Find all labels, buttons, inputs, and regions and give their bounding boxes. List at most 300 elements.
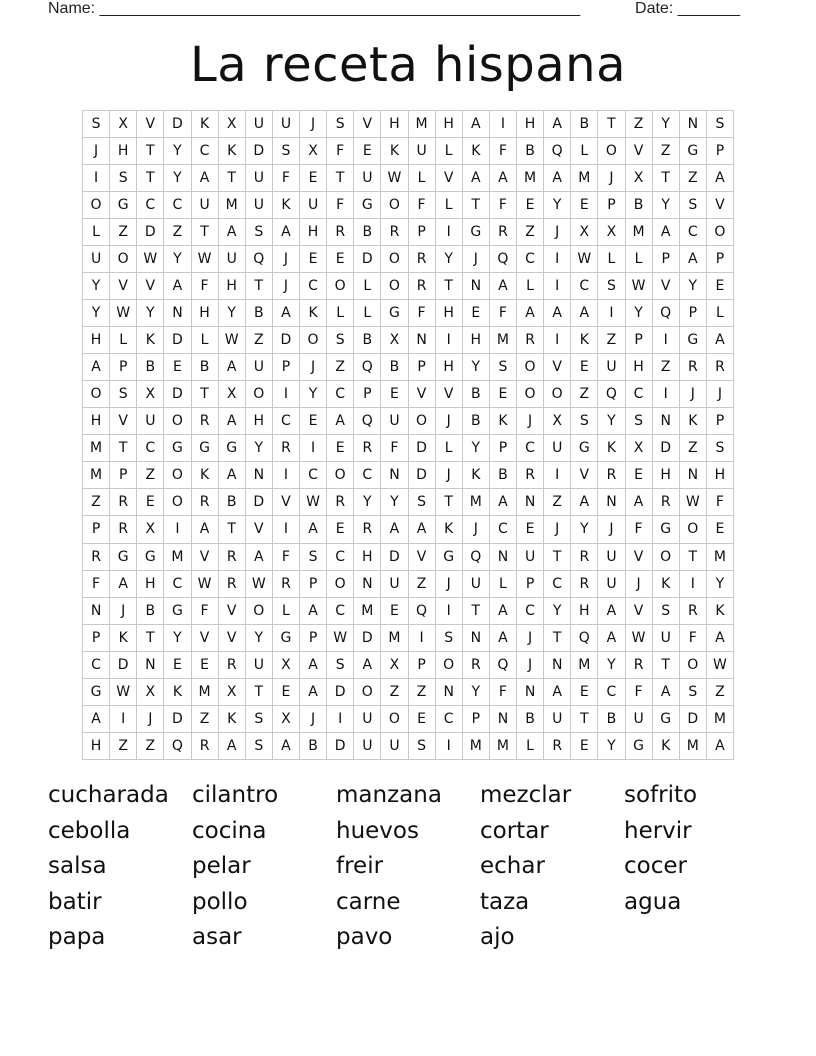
grid-cell: A [544, 300, 571, 327]
grid-cell: T [435, 273, 462, 300]
grid-cell: Z [137, 732, 164, 759]
grid-cell: T [137, 165, 164, 192]
grid-cell: S [625, 408, 652, 435]
grid-cell: Z [110, 219, 137, 246]
grid-cell: F [327, 192, 354, 219]
grid-cell: W [218, 327, 245, 354]
grid-cell: Y [83, 300, 110, 327]
grid-cell: J [435, 570, 462, 597]
grid-cell: S [571, 408, 598, 435]
grid-cell: R [327, 219, 354, 246]
grid-cell: H [245, 408, 272, 435]
name-field-label: Name: ______________________________________________________ [48, 0, 581, 17]
grid-cell: J [462, 246, 489, 273]
grid-cell: G [110, 192, 137, 219]
grid-cell: J [544, 516, 571, 543]
grid-cell: H [137, 570, 164, 597]
grid-cell: C [191, 138, 218, 165]
word-search-grid [82, 110, 734, 760]
grid-cell: R [110, 516, 137, 543]
grid-cell: Z [679, 165, 706, 192]
grid-cell: U [137, 408, 164, 435]
grid-cell: T [544, 543, 571, 570]
grid-cell: D [164, 381, 191, 408]
grid-row [83, 138, 734, 165]
grid-cell: V [137, 111, 164, 138]
grid-cell: L [435, 138, 462, 165]
grid-cell: Z [191, 705, 218, 732]
grid-cell: A [598, 624, 625, 651]
grid-cell: S [327, 327, 354, 354]
grid-cell: E [571, 732, 598, 759]
grid-cell: G [652, 516, 679, 543]
grid-cell: Y [381, 489, 408, 516]
grid-cell: U [83, 246, 110, 273]
grid-cell: U [245, 165, 272, 192]
grid-cell: E [164, 651, 191, 678]
grid-cell: D [408, 462, 435, 489]
grid-cell: U [245, 651, 272, 678]
grid-cell: N [408, 327, 435, 354]
grid-cell: O [408, 408, 435, 435]
grid-cell: S [652, 597, 679, 624]
grid-cell: A [272, 219, 299, 246]
grid-cell: I [272, 381, 299, 408]
grid-cell: R [381, 219, 408, 246]
grid-cell: V [137, 273, 164, 300]
grid-cell: A [354, 651, 381, 678]
grid-cell: X [598, 219, 625, 246]
grid-cell: M [517, 165, 544, 192]
grid-cell: F [679, 624, 706, 651]
grid-cell: I [435, 219, 462, 246]
grid-cell: E [272, 678, 299, 705]
grid-cell: J [300, 111, 327, 138]
grid-cell: E [571, 678, 598, 705]
grid-cell: I [489, 111, 516, 138]
grid-cell: Z [408, 570, 435, 597]
grid-cell: T [191, 219, 218, 246]
grid-cell: Z [706, 678, 733, 705]
grid-cell: E [327, 246, 354, 273]
grid-cell: Q [489, 651, 516, 678]
grid-cell: C [517, 246, 544, 273]
grid-cell: X [272, 651, 299, 678]
grid-cell: U [544, 435, 571, 462]
grid-cell: A [218, 732, 245, 759]
grid-cell: I [544, 327, 571, 354]
grid-cell: F [272, 543, 299, 570]
grid-cell: X [110, 111, 137, 138]
grid-cell: U [272, 111, 299, 138]
grid-cell: W [300, 489, 327, 516]
grid-cell: I [652, 381, 679, 408]
grid-cell: D [137, 219, 164, 246]
grid-cell: O [164, 462, 191, 489]
grid-cell: S [598, 273, 625, 300]
grid-cell: I [435, 597, 462, 624]
grid-cell: S [679, 192, 706, 219]
grid-cell: R [191, 732, 218, 759]
grid-cell: U [300, 192, 327, 219]
grid-cell: F [489, 138, 516, 165]
grid-row [83, 300, 734, 327]
grid-cell: A [83, 354, 110, 381]
grid-cell: A [489, 624, 516, 651]
grid-row [83, 624, 734, 651]
grid-cell: C [354, 462, 381, 489]
grid-cell: B [300, 732, 327, 759]
grid-cell: A [517, 300, 544, 327]
grid-cell: Y [354, 489, 381, 516]
grid-cell: T [327, 165, 354, 192]
grid-cell: L [110, 327, 137, 354]
grid-cell: U [408, 138, 435, 165]
grid-cell: Y [245, 624, 272, 651]
grid-cell: J [679, 381, 706, 408]
grid-cell: Y [598, 732, 625, 759]
grid-cell: K [191, 111, 218, 138]
grid-cell: E [571, 354, 598, 381]
date-field-label: Date: _______ [635, 0, 740, 17]
grid-cell: U [625, 705, 652, 732]
grid-cell: P [679, 300, 706, 327]
grid-cell: T [598, 111, 625, 138]
grid-cell: L [272, 597, 299, 624]
grid-cell: T [679, 543, 706, 570]
grid-cell: F [191, 597, 218, 624]
grid-cell: A [462, 111, 489, 138]
grid-cell: B [462, 408, 489, 435]
grid-cell: A [489, 489, 516, 516]
grid-cell: Y [598, 651, 625, 678]
grid-cell: K [571, 327, 598, 354]
grid-cell: L [517, 732, 544, 759]
grid-cell: V [272, 489, 299, 516]
grid-cell: W [679, 489, 706, 516]
grid-cell: H [435, 111, 462, 138]
grid-cell: A [83, 705, 110, 732]
grid-cell: S [272, 138, 299, 165]
grid-cell: J [517, 624, 544, 651]
grid-cell: U [544, 705, 571, 732]
grid-cell: K [652, 570, 679, 597]
grid-cell: U [354, 705, 381, 732]
grid-cell: E [408, 705, 435, 732]
grid-cell: H [191, 300, 218, 327]
grid-cell: T [571, 705, 598, 732]
grid-cell: K [164, 678, 191, 705]
grid-cell: Y [164, 138, 191, 165]
grid-cell: E [517, 516, 544, 543]
grid-cell: I [272, 516, 299, 543]
grid-cell: E [137, 489, 164, 516]
grid-cell: Z [164, 219, 191, 246]
grid-cell: K [462, 138, 489, 165]
grid-cell: O [164, 408, 191, 435]
grid-cell: H [300, 219, 327, 246]
grid-cell: J [462, 516, 489, 543]
grid-cell: W [245, 570, 272, 597]
grid-cell: T [652, 651, 679, 678]
grid-cell: X [625, 435, 652, 462]
grid-cell: P [706, 138, 733, 165]
grid-cell: E [381, 597, 408, 624]
grid-cell: I [544, 273, 571, 300]
grid-cell: C [679, 219, 706, 246]
grid-cell: K [218, 705, 245, 732]
grid-cell: J [435, 408, 462, 435]
grid-cell: C [272, 408, 299, 435]
grid-cell: Y [137, 300, 164, 327]
grid-cell: V [408, 381, 435, 408]
grid-cell: J [706, 381, 733, 408]
grid-cell: O [245, 597, 272, 624]
grid-cell: Y [652, 192, 679, 219]
word-bank [48, 778, 768, 956]
grid-cell: R [327, 489, 354, 516]
grid-cell: U [462, 570, 489, 597]
grid-row [83, 651, 734, 678]
grid-cell: H [435, 300, 462, 327]
grid-cell: H [110, 138, 137, 165]
grid-cell: V [191, 624, 218, 651]
grid-cell: Z [327, 354, 354, 381]
grid-cell: X [137, 381, 164, 408]
grid-row [83, 489, 734, 516]
grid-cell: A [300, 597, 327, 624]
grid-cell: L [517, 273, 544, 300]
grid-cell: S [110, 381, 137, 408]
grid-cell: X [625, 165, 652, 192]
grid-cell: F [272, 165, 299, 192]
grid-cell: K [110, 624, 137, 651]
grid-cell: S [327, 111, 354, 138]
word-bank-item: salsa [48, 853, 107, 879]
grid-cell: M [381, 624, 408, 651]
grid-cell: D [354, 246, 381, 273]
grid-cell: V [435, 381, 462, 408]
grid-cell: G [462, 219, 489, 246]
grid-cell: C [137, 192, 164, 219]
grid-cell: S [408, 732, 435, 759]
grid-cell: Y [462, 354, 489, 381]
grid-cell: C [300, 273, 327, 300]
grid-cell: T [218, 165, 245, 192]
grid-cell: V [571, 462, 598, 489]
word-bank-item: freir [336, 853, 384, 879]
grid-row [83, 273, 734, 300]
word-bank-item: asar [192, 924, 242, 950]
grid-cell: L [571, 138, 598, 165]
grid-cell: U [354, 732, 381, 759]
grid-cell: B [489, 462, 516, 489]
grid-cell: D [164, 327, 191, 354]
grid-cell: P [462, 705, 489, 732]
grid-cell: G [218, 435, 245, 462]
grid-cell: F [191, 273, 218, 300]
grid-cell: J [598, 165, 625, 192]
grid-cell: R [517, 462, 544, 489]
grid-cell: O [300, 327, 327, 354]
grid-cell: A [571, 300, 598, 327]
grid-row [83, 597, 734, 624]
grid-row [83, 462, 734, 489]
grid-cell: E [300, 246, 327, 273]
grid-cell: P [706, 408, 733, 435]
grid-cell: K [462, 462, 489, 489]
grid-cell: W [191, 246, 218, 273]
grid-cell: H [462, 327, 489, 354]
grid-cell: A [245, 543, 272, 570]
grid-cell: L [706, 300, 733, 327]
grid-cell: Z [598, 327, 625, 354]
grid-cell: A [544, 165, 571, 192]
grid-cell: U [381, 732, 408, 759]
grid-cell: O [327, 273, 354, 300]
grid-cell: W [625, 624, 652, 651]
grid-cell: P [517, 570, 544, 597]
word-bank-item: cocer [624, 853, 687, 879]
grid-cell: Y [164, 165, 191, 192]
grid-cell: A [571, 489, 598, 516]
grid-row [83, 705, 734, 732]
grid-cell: B [462, 381, 489, 408]
grid-cell: J [272, 273, 299, 300]
grid-cell: H [706, 462, 733, 489]
grid-cell: R [83, 543, 110, 570]
grid-cell: N [679, 111, 706, 138]
grid-cell: Y [571, 516, 598, 543]
grid-row [83, 354, 734, 381]
word-bank-item: pollo [192, 888, 248, 915]
grid-cell: D [245, 138, 272, 165]
grid-cell: M [489, 732, 516, 759]
grid-cell: B [517, 705, 544, 732]
grid-cell: R [272, 435, 299, 462]
grid-cell: E [517, 192, 544, 219]
grid-cell: G [625, 732, 652, 759]
grid-cell: G [164, 597, 191, 624]
grid-cell: W [327, 624, 354, 651]
grid-cell: S [327, 651, 354, 678]
grid-cell: M [191, 678, 218, 705]
grid-row [83, 327, 734, 354]
grid-cell: G [571, 435, 598, 462]
grid-cell: M [354, 597, 381, 624]
grid-cell: B [191, 354, 218, 381]
grid-cell: O [381, 192, 408, 219]
grid-cell: I [679, 570, 706, 597]
grid-cell: A [327, 408, 354, 435]
grid-cell: F [489, 192, 516, 219]
grid-cell: M [571, 651, 598, 678]
grid-cell: B [137, 597, 164, 624]
grid-cell: J [625, 570, 652, 597]
grid-cell: A [218, 408, 245, 435]
grid-row [83, 111, 734, 138]
grid-cell: V [652, 273, 679, 300]
word-bank-item: agua [624, 888, 682, 915]
grid-cell: Z [517, 219, 544, 246]
grid-cell: R [679, 354, 706, 381]
grid-row [83, 192, 734, 219]
grid-cell: S [300, 543, 327, 570]
grid-row [83, 516, 734, 543]
grid-cell: J [300, 354, 327, 381]
grid-cell: A [489, 597, 516, 624]
grid-cell: O [381, 246, 408, 273]
grid-cell: Z [571, 381, 598, 408]
grid-cell: Y [462, 678, 489, 705]
grid-cell: W [110, 300, 137, 327]
grid-cell: X [381, 327, 408, 354]
grid-cell: A [625, 489, 652, 516]
grid-cell: M [571, 165, 598, 192]
grid-cell: O [83, 381, 110, 408]
grid-cell: O [83, 192, 110, 219]
grid-cell: L [354, 273, 381, 300]
grid-cell: T [544, 624, 571, 651]
grid-cell: C [164, 570, 191, 597]
grid-cell: S [679, 678, 706, 705]
grid-cell: P [652, 246, 679, 273]
grid-cell: A [462, 165, 489, 192]
grid-cell: V [625, 597, 652, 624]
grid-cell: C [544, 570, 571, 597]
grid-cell: H [83, 327, 110, 354]
grid-cell: T [191, 381, 218, 408]
grid-cell: F [625, 516, 652, 543]
grid-cell: U [598, 570, 625, 597]
grid-cell: A [706, 165, 733, 192]
grid-cell: R [571, 570, 598, 597]
grid-cell: F [408, 300, 435, 327]
grid-cell: Z [408, 678, 435, 705]
grid-cell: P [300, 624, 327, 651]
grid-cell: K [300, 300, 327, 327]
grid-cell: O [110, 246, 137, 273]
grid-cell: G [272, 624, 299, 651]
grid-cell: U [598, 354, 625, 381]
grid-cell: N [598, 489, 625, 516]
grid-cell: V [408, 543, 435, 570]
word-bank-item: manzana [336, 782, 442, 808]
grid-cell: D [110, 651, 137, 678]
grid-cell: A [408, 516, 435, 543]
grid-cell: O [517, 354, 544, 381]
grid-cell: O [598, 138, 625, 165]
grid-cell: C [435, 705, 462, 732]
grid-cell: I [435, 327, 462, 354]
grid-cell: C [571, 273, 598, 300]
grid-cell: R [517, 327, 544, 354]
grid-cell: R [408, 273, 435, 300]
grid-cell: W [191, 570, 218, 597]
grid-cell: H [571, 597, 598, 624]
grid-cell: U [245, 354, 272, 381]
grid-cell: F [381, 435, 408, 462]
grid-cell: Z [652, 354, 679, 381]
grid-cell: M [408, 111, 435, 138]
grid-cell: E [300, 408, 327, 435]
grid-cell: Y [435, 246, 462, 273]
grid-cell: N [544, 651, 571, 678]
grid-cell: A [300, 678, 327, 705]
grid-cell: B [218, 489, 245, 516]
grid-cell: G [381, 300, 408, 327]
grid-cell: A [218, 462, 245, 489]
